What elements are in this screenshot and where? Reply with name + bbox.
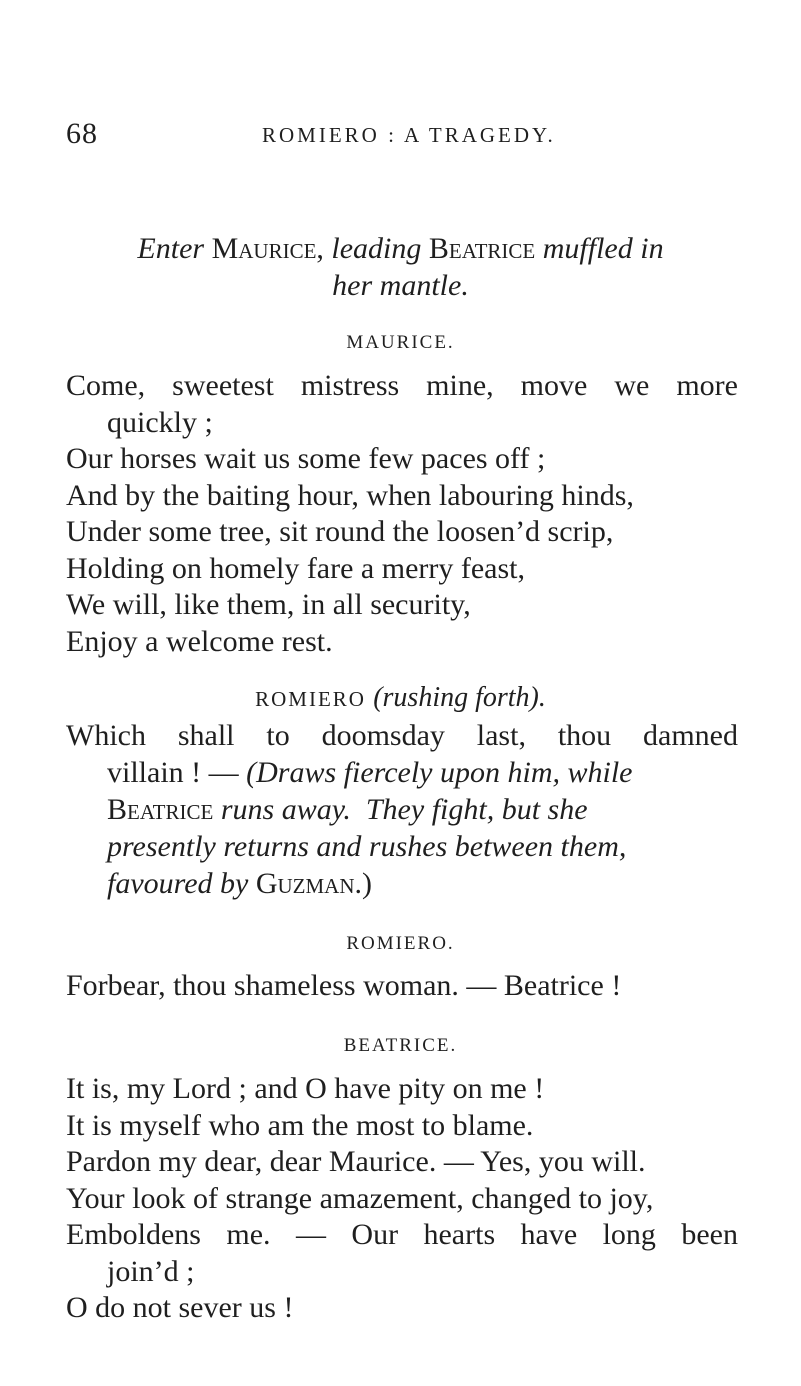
verse-line: Your look of strange amazement, changed to joy, [66,1182,654,1215]
verse-line: Enjoy a welcome rest. [66,625,333,658]
verse-line: It is myself who am the most to blame. [66,1109,534,1142]
stage-but-she: but she [501,793,588,826]
character-guzman: Guzman.) [255,867,372,900]
character-beatrice: Beatrice [107,793,214,826]
stage-muffled: muffled in [542,232,664,265]
verse-line-with-direction [107,754,633,792]
verse-line: Come, sweetest mistress mine, move we more [66,369,738,402]
speaker-romiero: ROMIERO. [346,933,455,954]
speaker-maurice: MAURICE. [346,332,455,353]
stage-enter: Enter [137,232,205,265]
stage-draws: (Draws fiercely upon him, while [246,756,633,789]
verse-line: Pardon my dear, dear Maurice. — Yes, you will. [66,1145,646,1178]
verse-line: Our horses wait us some few paces off ; [66,442,546,475]
stage-direction-enter-cont [0,267,801,305]
stage-favoured-by: favoured by [107,867,249,900]
page-number: 68 [66,117,98,150]
speaker-beatrice: BEATRICE. [343,1035,458,1056]
stage-leading: leading [331,232,422,265]
verse-line: Forbear, thou shameless woman. — Beatrice ! [66,969,622,1002]
verse-line: And by the baiting hour, when labouring hinds, [66,479,634,512]
verse-line: join’d ; [107,1255,195,1288]
verse-line: It is, my Lord ; and O have pity on me ! [66,1072,545,1105]
verse-line: Holding on homely fare a merry feast, [66,552,526,585]
character-beatrice: Beatrice [428,232,536,265]
verse-villain: villain ! — [107,756,239,789]
character-maurice: Maurice, [211,232,324,265]
stage-runs-away: runs away. [220,793,351,826]
stage-direction-line [107,791,588,829]
stage-they-fight: They fight, [365,793,495,826]
verse-line: O do not sever us ! [66,1291,294,1324]
verse-line: Emboldens me. — Our hearts have long been [66,1218,738,1251]
speaker-romiero-name: ROMIERO [255,687,366,711]
running-head: ROMIERO : A TRAGEDY. [262,123,556,147]
verse-line: quickly ; [107,406,213,439]
stage-direction-line [107,865,372,903]
stage-presently: presently returns and rushes between them, [107,830,627,863]
page-header [66,117,726,157]
verse-line: We will, like them, in all security, [66,588,471,621]
verse-line: Which shall to doomsday last, thou damned [66,719,738,752]
stage-direction-enter [0,230,801,268]
stage-direction-line [107,828,626,866]
speaker-romiero-entry [0,679,801,718]
stage-rushing-forth: (rushing forth). [373,682,546,713]
verse-line: Under some tree, sit round the loosen’d scrip, [66,515,614,548]
stage-her-mantle: her mantle. [332,269,469,302]
